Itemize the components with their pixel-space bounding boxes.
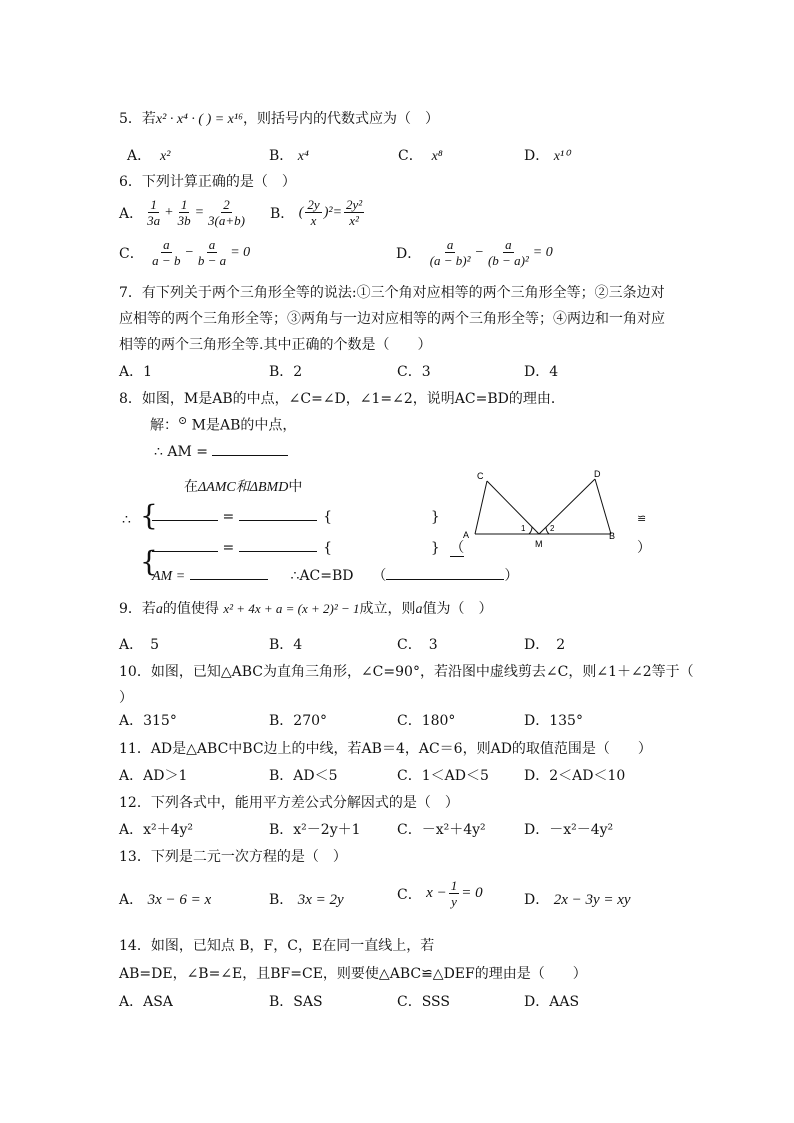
q9-stem: 9．若a的值使得 x² + 4x + a = (x + 2)² − 1成立，则a值为（ ） [119, 601, 493, 617]
q13-option-d: D． 2x − 3y = xy [524, 892, 631, 908]
q11-option-a: A．AD＞1 [119, 768, 188, 784]
q7-option-a: A．1 [119, 364, 153, 380]
angle-1-arc [529, 527, 532, 534]
q14-option-d: D．AAS [524, 994, 580, 1010]
q6-stem: 6．下列计算正确的是（ ） [119, 174, 296, 190]
q8-therefore-symbol: ∴ [122, 512, 131, 528]
q5-option-d: D． x¹⁰ [524, 148, 570, 164]
q7-line2: 应相等的两个三角形全等；③两角与一边对应相等的两个三角形全等；④两边和一角对应 [119, 311, 665, 327]
q7-line1: 7．有下列关于两个三角形全等的说法:①三个角对应相等的两个三角形全等；②三条边对 [119, 285, 665, 301]
q7-line3: 相等的两个三角形全等.其中正确的个数是（ ） [119, 337, 432, 353]
q9-option-b: B．4 [269, 637, 303, 653]
q14-option-c: C．SSS [397, 994, 450, 1010]
segment-cm [487, 481, 539, 534]
q10-option-b: B．270° [269, 713, 328, 729]
q14-line2: AB=DE，∠B=∠E，且BF=CE，则要使△ABC≌△DEF的理由是（ ） [119, 966, 587, 982]
because-icon: ⊙ [178, 414, 188, 427]
q13-stem: 13．下列是二元一次方程的是（ ） [119, 849, 347, 865]
segment-db [595, 479, 611, 534]
q10-option-c: C．180° [397, 713, 456, 729]
q8-condition-row-2: = { } （ [152, 537, 464, 557]
q8-in-triangles: 在ΔAMC和ΔBMD中 [184, 479, 303, 495]
q7-option-c: C．3 [397, 364, 431, 380]
q8-blank-1a[interactable] [152, 508, 218, 521]
q8-am-line: ∴ AM = [154, 443, 288, 460]
q8-blank-2a[interactable] [152, 539, 218, 552]
q14-line1: 14．如图，已知点 B，F，C，E在同一直线上，若 [119, 938, 435, 954]
q5-stem [119, 108, 439, 128]
segment-md [539, 479, 595, 534]
q5-option-a: A． x² [127, 148, 171, 164]
q6-option-c: C． a a − b − $\frac{a}{b - a}$ = 0 [119, 237, 251, 268]
q5-option-b: B． x⁴ [269, 148, 309, 164]
q9-option-a: A． 5 [119, 637, 160, 653]
q8-stem: 8．如图，M是AB的中点，∠C=∠D，∠1=∠2，说明AC=BD的理由． [119, 391, 565, 407]
q8-condition-row-3: AM = ∴AC=BD （ ） [152, 568, 519, 584]
q12-option-c: C．－x²＋4y² [397, 822, 486, 838]
q13-option-a: A． 3x − 6 = x [119, 892, 212, 908]
q12-option-b: B．x²－2y＋1 [269, 822, 361, 838]
q11-option-d: D．2＜AD＜10 [524, 768, 626, 784]
q6-option-a: A． 1 3a + $\frac{1}{3b}$ = $\frac{2}{3(a+b)}$ [119, 197, 245, 228]
label-angle-1: 1 [521, 524, 526, 533]
q8-congruent-close: ） [637, 540, 651, 556]
q6-option-d: D． a (a − b)² − $\frac{a}{\text{(b − a)²}}$ = 0 [396, 237, 553, 268]
q5-stem-prefix: 5．若 [119, 111, 156, 127]
q8-am-blank[interactable] [212, 443, 288, 456]
q10-option-d: D．135° [524, 713, 583, 729]
q10-line2: ） [119, 690, 133, 706]
q8-left-brace-top: { [140, 499, 158, 532]
q10-line1: 10．如图，已知△ABC为直角三角形，∠C=90°，若沿图中虚线剪去∠C，则∠1＋∠2等于（ [119, 664, 694, 680]
q10-option-a: A．315° [119, 713, 177, 729]
q8-condition-row-1: = { } [152, 508, 440, 525]
q13-option-c: C． x − $\frac{1}{y}$ = 0 [397, 878, 483, 909]
label-a: A [463, 530, 470, 540]
q7-option-b: B．2 [269, 364, 303, 380]
q11-option-c: C．1＜AD＜5 [397, 768, 489, 784]
q5-option-c: C． x⁸ [398, 148, 443, 164]
q12-option-a: A．x²＋4y² [119, 822, 194, 838]
label-c: C [477, 471, 484, 481]
q12-option-d: D．－x²－4y² [524, 822, 614, 838]
q5-stem-expression: x² · x⁴ · ( ) = x¹⁶ [155, 112, 243, 127]
q8-congruent-symbol: ≌ [637, 512, 647, 525]
q8-blank-2b[interactable] [239, 539, 317, 552]
q13-option-b: B． 3x = 2y [269, 892, 344, 908]
q8-solution-line: 解：⊙ M是AB的中点， [150, 414, 297, 434]
label-m: M [535, 539, 543, 549]
angle-2-arc [546, 527, 549, 534]
label-d: D [594, 469, 601, 479]
q11-stem: 11．AD是△ABC中BC边上的中线，若AB＝4，AC＝6，则AD的取值范围是（ ） [119, 741, 652, 757]
q5-stem-suffix: ，则括号内的代数式应为（ ） [242, 111, 439, 127]
q8-figure [455, 465, 655, 555]
q14-option-b: B．SAS [269, 994, 323, 1010]
label-b: B [609, 531, 616, 541]
q9-option-d: D． 2 [524, 637, 566, 653]
q6-option-b: B． ( 2y x )² = $\frac{\text{2y²}}{\text{x²}}$ [270, 197, 363, 228]
q7-option-d: D．4 [524, 364, 559, 380]
q11-option-b: B．AD＜5 [269, 768, 338, 784]
q12-stem: 12．下列各式中，能用平方差公式分解因式的是（ ） [119, 795, 459, 811]
q8-blank-3[interactable] [190, 567, 268, 580]
q8-left-brace-bottom: { [140, 545, 158, 578]
label-angle-2: 2 [550, 524, 555, 533]
q9-option-c: C． 3 [397, 637, 438, 653]
q8-blank-1b[interactable] [239, 508, 317, 521]
segment-ac [475, 481, 487, 534]
q14-option-a: A．ASA [119, 994, 173, 1010]
q8-reason-blank[interactable] [386, 567, 504, 580]
